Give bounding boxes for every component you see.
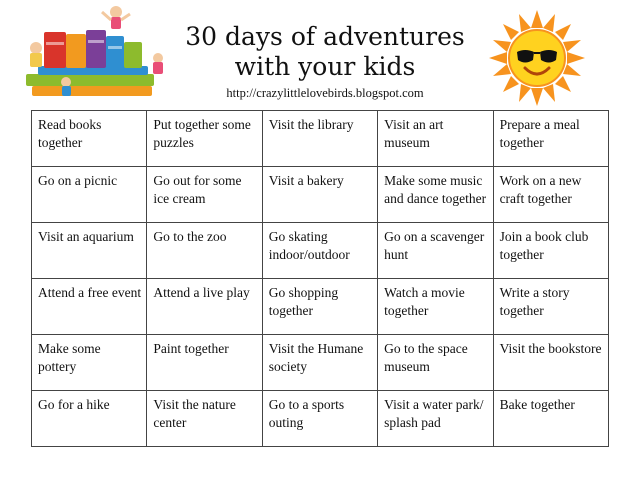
activity-cell: Visit the nature center: [147, 391, 262, 447]
activity-cell: Visit the bookstore: [493, 335, 608, 391]
activity-cell: Attend a live play: [147, 279, 262, 335]
activity-cell: Go to the space museum: [378, 335, 493, 391]
activity-cell: Visit an art museum: [378, 111, 493, 167]
activity-cell: Visit an aquarium: [32, 223, 147, 279]
activity-cell: Visit a bakery: [262, 167, 377, 223]
activity-cell: Go out for some ice cream: [147, 167, 262, 223]
activity-cell: Make some pottery: [32, 335, 147, 391]
activity-cell: Paint together: [147, 335, 262, 391]
grid-row: [32, 279, 609, 335]
grid-row: [32, 111, 609, 167]
activity-cell: Go for a hike: [32, 391, 147, 447]
activity-cell: Visit a water park/ splash pad: [378, 391, 493, 447]
activity-cell: Go to the zoo: [147, 223, 262, 279]
activity-cell: Visit the library: [262, 111, 377, 167]
activity-cell: Visit the Humane society: [262, 335, 377, 391]
activity-cell: Go shopping together: [262, 279, 377, 335]
activity-cell: Go on a picnic: [32, 167, 147, 223]
activity-cell: Put together some puzzles: [147, 111, 262, 167]
grid-row: [32, 391, 609, 447]
grid-row: [32, 223, 609, 279]
activity-cell: Bake together: [493, 391, 608, 447]
activity-cell: Work on a new craft together: [493, 167, 608, 223]
activity-cell: Prepare a meal together: [493, 111, 608, 167]
activity-grid: [31, 110, 609, 447]
page-title-line-2: with your kids: [234, 52, 416, 81]
grid-row: [32, 167, 609, 223]
activity-cell: Watch a movie together: [378, 279, 493, 335]
activity-cell: Write a story together: [493, 279, 608, 335]
source-url: http://crazylittlelovebirds.blogspot.com: [226, 86, 424, 100]
activity-cell: Read books together: [32, 111, 147, 167]
activity-cell: Attend a free event: [32, 279, 147, 335]
grid-row: [32, 335, 609, 391]
activity-cell: Join a book club together: [493, 223, 608, 279]
activity-cell: Go on a scavenger hunt: [378, 223, 493, 279]
activity-cell: Go to a sports outing: [262, 391, 377, 447]
title-block: [160, 22, 490, 102]
activity-cell: Make some music and dance together: [378, 167, 493, 223]
page-title-line-1: 30 days of adventures: [185, 22, 465, 51]
activity-cell: Go skating indoor/outdoor: [262, 223, 377, 279]
sun-with-sunglasses-icon: [478, 8, 596, 108]
